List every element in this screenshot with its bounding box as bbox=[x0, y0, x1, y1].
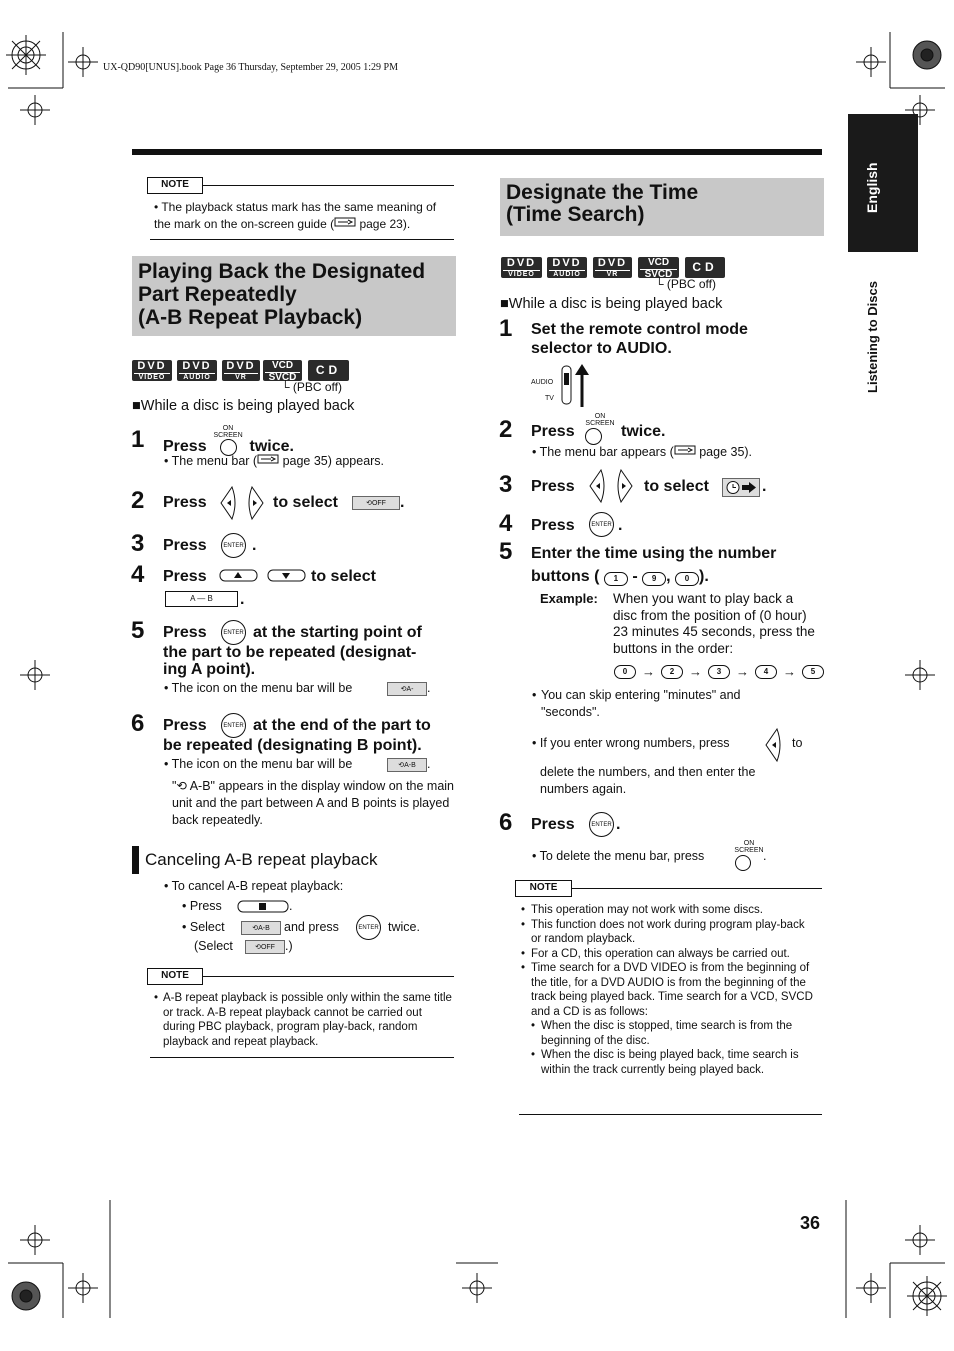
step-number: 6 bbox=[131, 710, 145, 737]
pbc-off-note: └ (PBC off) bbox=[281, 380, 342, 394]
ab-option-box: A — B bbox=[165, 591, 238, 607]
step-number: 5 bbox=[131, 617, 145, 644]
repeat-symbol-icon: ⟲ bbox=[176, 779, 187, 793]
key-0: 0 bbox=[675, 572, 699, 586]
step-6: Press bbox=[531, 816, 575, 833]
tip-skip: • You can skip entering "minutes" and "seconds". bbox=[532, 688, 741, 719]
cancel-section-title: Canceling A-B repeat playback bbox=[132, 846, 377, 874]
note-label: NOTE bbox=[147, 968, 203, 985]
step-2: Press bbox=[163, 494, 207, 511]
step-4: Press bbox=[531, 517, 575, 534]
step-5: Press bbox=[163, 624, 207, 641]
list-item: • When the disc is stopped, time search is from the beginning of the disc. bbox=[531, 1020, 793, 1047]
step-number: 4 bbox=[499, 510, 513, 537]
badge-vcd-svcd: VCD SVCD bbox=[638, 257, 679, 278]
step-number: 4 bbox=[131, 561, 145, 588]
step-number: 3 bbox=[131, 530, 145, 557]
hand-pointer-icon bbox=[334, 216, 356, 228]
example-label: Example: bbox=[540, 591, 598, 606]
step-number: 2 bbox=[499, 416, 513, 443]
note-label: NOTE bbox=[515, 880, 572, 897]
tv-label: TV bbox=[545, 395, 554, 402]
left-arrow-button-icon bbox=[763, 726, 785, 764]
list-item: • This function does not work during program play-back or random playback. bbox=[521, 918, 805, 945]
side-section: Listening to Discs bbox=[865, 281, 880, 393]
step-3: Press bbox=[531, 478, 575, 495]
on-screen-button-icon: ON SCREEN bbox=[211, 431, 245, 457]
hand-pointer-icon bbox=[674, 444, 696, 456]
section-title-time-search: Designate the Time (Time Search) bbox=[500, 178, 824, 236]
time-search-icon bbox=[722, 478, 760, 497]
on-screen-button-icon bbox=[735, 855, 751, 871]
step-4-select: to select bbox=[311, 568, 376, 585]
cancel-text: • To cancel A-B repeat playback: bbox=[164, 878, 343, 895]
repeat-a-icon: ⟲ A- bbox=[387, 682, 427, 696]
step-2: Press bbox=[531, 423, 575, 440]
key-sequence: 0 → 2 → 3 → 4 → 5 bbox=[614, 664, 824, 679]
list-item: • This operation may not work with some discs. bbox=[521, 904, 764, 916]
enter-button-icon: ENTER bbox=[589, 812, 614, 837]
badge-cd: CD bbox=[685, 257, 725, 278]
note-top: • The playback status mark has the same meaning of the mark on the on-screen guide ( page 23). bbox=[154, 199, 456, 233]
print-header: UX-QD90[UNUS].book Page 36 Thursday, September 29, 2005 1:29 PM bbox=[103, 62, 398, 73]
step-1: Press ON SCREEN twice. bbox=[163, 425, 294, 455]
badge-dvd-audio: DVD AUDIO bbox=[177, 360, 217, 381]
list-item: • For a CD, this operation can always be carried out. bbox=[521, 947, 790, 960]
page-number: 36 bbox=[800, 1213, 821, 1233]
mode-selector-switch-icon bbox=[560, 363, 594, 409]
badge-dvd-vr: DVD VR bbox=[593, 257, 632, 278]
top-rule bbox=[132, 149, 822, 155]
repeat-ab-icon: ⟲ A-B bbox=[387, 758, 427, 772]
on-screen-label: ON SCREEN bbox=[585, 413, 615, 427]
step-2-sub: • The menu bar appears ( page 35). bbox=[532, 444, 752, 461]
key-1: 1 bbox=[604, 572, 628, 586]
step-number: 2 bbox=[131, 487, 145, 514]
step-number: 3 bbox=[499, 471, 513, 498]
example-text: When you want to play back a disc from the position of (0 hour) 23 minutes 45 seconds, press the buttons in the order: bbox=[613, 591, 815, 656]
step-6-detail: "⟲ A-B" appears in the display window on the main unit and the part between A and B points is played back repeatedly. bbox=[172, 779, 455, 827]
step-6-sub: • To delete the menu bar, press bbox=[532, 848, 704, 865]
side-language: English bbox=[864, 162, 880, 213]
on-screen-button-icon bbox=[585, 428, 602, 445]
step-number: 6 bbox=[499, 809, 513, 836]
badge-cd: CD bbox=[308, 360, 349, 381]
step-5-sub: • The icon on the menu bar will be bbox=[164, 680, 352, 697]
hand-pointer-icon bbox=[257, 453, 279, 465]
left-right-arrow-buttons-icon bbox=[587, 466, 635, 506]
note-label: NOTE bbox=[147, 177, 203, 194]
repeat-off-icon: ⟲ OFF bbox=[245, 940, 285, 954]
step-4: Press bbox=[163, 568, 207, 585]
repeat-ab-icon: ⟲ A-B bbox=[241, 921, 281, 935]
step-number: 1 bbox=[131, 426, 145, 453]
badge-dvd-video: DVD VIDEO bbox=[501, 257, 542, 278]
key-9: 9 bbox=[642, 572, 666, 586]
list-item: • Time search for a DVD VIDEO is from the beginning of the title, for a DVD AUDIO is from the beginning of the track being played back. Time search for a VCD, SVCD and a CD is as follows: bbox=[521, 962, 813, 1018]
repeat-off-icon: ⟲ OFF bbox=[352, 496, 400, 510]
note-bottom: • A-B repeat playback is possible only within the same title or track. A-B repeat playback cannot be carried out during PBC playback, program play-back, random playback and repeat playback. bbox=[154, 992, 452, 1048]
step-2-select: to select bbox=[273, 494, 338, 511]
section-title-ab-repeat: Playing Back the Designated Part Repeatedly (A-B Repeat Playback) bbox=[132, 256, 456, 336]
step-number: 1 bbox=[499, 315, 513, 342]
audio-label: AUDIO bbox=[531, 379, 554, 386]
badge-vcd-svcd: VCD SVCD bbox=[263, 360, 302, 381]
step-6: Press bbox=[163, 717, 207, 734]
left-right-arrow-buttons-icon bbox=[218, 483, 266, 523]
enter-button-icon: ENTER bbox=[221, 713, 246, 738]
enter-button-icon: ENTER bbox=[221, 533, 246, 558]
badge-dvd-audio: DVD AUDIO bbox=[547, 257, 587, 278]
while-playing-label: ■While a disc is being played back bbox=[132, 398, 355, 414]
list-item: • When the disc is being played back, time search is within the track currently being played back. bbox=[531, 1049, 799, 1076]
step-1: Set the remote control mode selector to AUDIO. bbox=[531, 321, 748, 357]
side-tab bbox=[848, 114, 918, 252]
enter-button-icon: ENTER bbox=[589, 512, 614, 537]
pbc-off-note: └ (PBC off) bbox=[655, 277, 716, 291]
step-5: Enter the time using the number bbox=[531, 545, 777, 562]
enter-button-icon: ENTER bbox=[356, 915, 381, 940]
while-playing-label: ■While a disc is being played back bbox=[500, 296, 723, 312]
step-number: 5 bbox=[499, 538, 513, 565]
on-screen-label: ON SCREEN bbox=[734, 840, 764, 854]
note-list bbox=[521, 903, 816, 1077]
enter-button-icon: ENTER bbox=[221, 620, 246, 645]
step-3: Press bbox=[163, 537, 207, 554]
stop-button-icon bbox=[237, 900, 289, 913]
badge-dvd-vr: DVD VR bbox=[222, 360, 260, 381]
up-down-buttons-icon bbox=[219, 569, 307, 583]
step-6-sub: • The icon on the menu bar will be bbox=[164, 756, 352, 773]
tip-wrong-numbers: • If you enter wrong numbers, press bbox=[532, 735, 730, 752]
badge-dvd-video: DVD VIDEO bbox=[132, 360, 172, 381]
step-1-sub: • The menu bar ( page 35) appears. bbox=[164, 453, 384, 470]
